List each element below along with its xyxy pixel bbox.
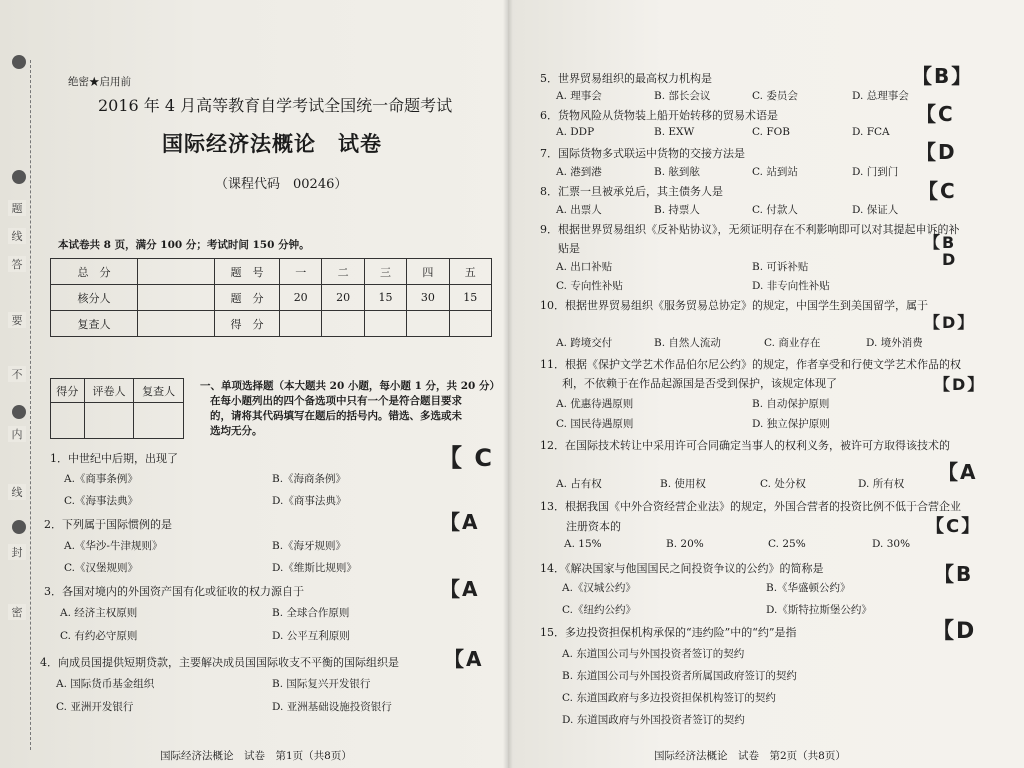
option-a: A. DDP <box>556 126 595 138</box>
handwritten-answer: 【B <box>924 233 957 252</box>
option-c: C. 国民待遇原则 <box>556 418 634 430</box>
binding-hole <box>12 170 26 184</box>
binding-label: 线 <box>8 228 26 244</box>
question-3: 3．各国对境内的外国资产国有化或征收的权力源自于 <box>44 585 304 598</box>
option-c: C. 专向性补贴 <box>556 280 623 292</box>
option-a: A. 优惠待遇原则 <box>556 398 634 410</box>
option-d: D. 30% <box>872 538 911 550</box>
question-8: 8．汇票一旦被承兑后，其主债务人是 <box>540 185 723 198</box>
option-a: A. 国际货币基金组织 <box>56 678 155 690</box>
binding-label: 线 <box>8 484 26 500</box>
score-cell: 15 <box>449 285 491 311</box>
option-c: C. 付款人 <box>752 204 798 216</box>
section-instruction: 选均无分。 <box>210 425 263 437</box>
binding-label: 答 <box>8 256 26 272</box>
option-b: B. 舷到舷 <box>654 166 700 178</box>
option-d: D. 独立保护原则 <box>752 418 830 430</box>
section-instruction: 的，请将其代码填写在题后的括号内。错选、多选或未 <box>210 410 462 422</box>
question-9: 9．根据世界贸易组织《反补贴协议》，无须证明存在不利影响即可以对其提起申诉的补 <box>540 223 960 236</box>
option-b: B.《华盛顿公约》 <box>766 582 851 594</box>
page-fold <box>503 0 513 768</box>
option-a: A. 东道国公司与外国投资者签订的契约 <box>562 648 745 660</box>
option-a: A.《华沙-牛津规则》 <box>64 540 163 552</box>
score-cell <box>407 311 449 337</box>
handwritten-answer: 【A <box>440 510 480 534</box>
binding-label: 内 <box>8 426 26 442</box>
option-b: B. 自然人流动 <box>654 337 721 349</box>
option-d: D. 东道国政府与外国投资者签订的契约 <box>562 714 745 726</box>
exam-intro: 本试卷共 8 页，满分 100 分；考试时间 150 分钟。 <box>58 239 310 251</box>
option-d: D. 保证人 <box>852 204 899 216</box>
option-b: B. 20% <box>666 538 704 550</box>
handwritten-answer: 【C <box>916 102 955 126</box>
option-a: A. 出票人 <box>556 204 602 216</box>
option-b: B.《海商条例》 <box>272 473 347 485</box>
option-b: B. 国际复兴开发银行 <box>272 678 371 690</box>
handwritten-answer: 【C <box>918 179 957 203</box>
option-b: B.《海牙规则》 <box>272 540 347 552</box>
grader-table <box>50 378 184 439</box>
section-instruction: 在每小题列出的四个备选项中只有一个是符合题目要求 <box>210 395 462 407</box>
option-c: C. 25% <box>768 538 806 550</box>
handwritten-answer: 【C】 <box>926 516 982 537</box>
binding-label: 不 <box>8 366 26 382</box>
option-d: D.《维斯比规则》 <box>272 562 357 574</box>
option-c: C. 委员会 <box>752 90 798 102</box>
page-footer: 国际经济法概论 试卷 第2页（共8页） <box>654 750 846 762</box>
handwritten-answer: 【D】 <box>934 375 986 394</box>
option-c: C. 商业存在 <box>764 337 821 349</box>
handwritten-answer: 【D <box>932 619 977 644</box>
option-a: A. 15% <box>564 538 602 550</box>
question-11-cont: 利，不依赖于在作品起源国是否受到保护，该规定体现了 <box>562 377 837 390</box>
score-cell: 三 <box>364 259 406 285</box>
binding-hole <box>12 520 26 534</box>
page-footer: 国际经济法概论 试卷 第1页（共8页） <box>160 750 352 762</box>
handwritten-answer: 【B】 <box>912 64 974 88</box>
score-cell: 20 <box>280 285 322 311</box>
option-a: A. 理事会 <box>556 90 602 102</box>
question-5: 5．世界贸易组织的最高权力机构是 <box>540 72 712 85</box>
score-cell: 核分人 <box>51 285 138 311</box>
option-b: B. 东道国公司与外国投资者所属国政府签订的契约 <box>562 670 797 682</box>
option-b: B. 持票人 <box>654 204 700 216</box>
score-cell: 题 分 <box>215 285 280 311</box>
binding-label: 封 <box>8 544 26 560</box>
score-cell: 二 <box>322 259 364 285</box>
option-b: B. 使用权 <box>660 478 706 490</box>
score-cell <box>138 285 215 311</box>
binding-label: 要 <box>8 312 26 328</box>
paper-title: 国际经济法概论 试卷 <box>162 131 382 156</box>
option-d: D. 亚洲基础设施投资银行 <box>272 701 392 713</box>
option-a: A.《商事条例》 <box>64 473 138 485</box>
binding-hole <box>12 405 26 419</box>
score-table <box>50 258 492 337</box>
score-cell: 四 <box>407 259 449 285</box>
section-heading: 一、单项选择题（本大题共 20 小题，每小题 1 分，共 20 分） <box>200 380 500 392</box>
option-d: D. 总理事会 <box>852 90 909 102</box>
option-d: D. 非专向性补贴 <box>752 280 830 292</box>
question-11: 11．根据《保护文学艺术作品伯尔尼公约》的规定，作者享受和行使文学艺术作品的权 <box>540 358 961 371</box>
option-c: C. 有约必守原则 <box>60 630 138 642</box>
binding-label: 题 <box>8 200 26 216</box>
option-b: B. 自动保护原则 <box>752 398 830 410</box>
handwritten-answer: 【A <box>444 647 484 671</box>
handwritten-answer: 【D】 <box>924 313 976 332</box>
binding-hole <box>12 55 26 69</box>
option-a: A. 港到港 <box>556 166 602 178</box>
handwritten-answer-extra: D <box>942 250 958 269</box>
option-a: A. 出口补贴 <box>556 261 613 273</box>
option-a: A. 经济主权原则 <box>60 607 138 619</box>
option-d: D. 公平互利原则 <box>272 630 350 642</box>
score-cell: 15 <box>364 285 406 311</box>
question-13-cont: 注册资本的 <box>566 520 621 533</box>
question-4: 4．向成员国提供短期贷款，主要解决成员国国际收支不平衡的国际组织是 <box>40 656 399 669</box>
binding-label: 密 <box>8 604 26 620</box>
question-7: 7．国际货物多式联运中货物的交接方法是 <box>540 147 745 160</box>
option-c: C. FOB <box>752 126 790 138</box>
grader-cell: 得分 <box>51 379 85 403</box>
option-c: C. 处分权 <box>760 478 806 490</box>
exam-heading: 2016 年 4 月高等教育自学考试全国统一命题考试 <box>98 96 453 115</box>
handwritten-answer: 【A <box>938 460 978 484</box>
question-1: 1．中世纪中后期，出现了 <box>50 452 178 465</box>
option-c: C. 站到站 <box>752 166 798 178</box>
grader-cell: 复查人 <box>134 379 184 403</box>
score-cell <box>138 311 215 337</box>
score-cell: 总 分 <box>51 259 138 285</box>
option-d: D. 门到门 <box>852 166 899 178</box>
score-cell: 题 号 <box>215 259 280 285</box>
option-c: C. 东道国政府与多边投资担保机构签订的契约 <box>562 692 776 704</box>
handwritten-answer: 【A <box>440 577 480 601</box>
score-cell: 30 <box>407 285 449 311</box>
option-a: A.《汉城公约》 <box>562 582 636 594</box>
option-a: A. 跨境交付 <box>556 337 613 349</box>
option-c: C.《海事法典》 <box>64 495 138 507</box>
option-b: B. EXW <box>654 126 695 138</box>
option-b: B. 可诉补贴 <box>752 261 809 273</box>
score-cell <box>449 311 491 337</box>
grader-cell: 评卷人 <box>84 379 134 403</box>
course-code: （课程代码 00246） <box>215 177 348 192</box>
score-cell: 20 <box>322 285 364 311</box>
score-cell <box>280 311 322 337</box>
question-10: 10．根据世界贸易组织《服务贸易总协定》的规定，中国学生到美国留学，属于 <box>540 299 928 312</box>
option-d: D.《商事法典》 <box>272 495 347 507</box>
secret-mark: 绝密★启用前 <box>68 76 131 88</box>
question-14: 14．《解决国家与他国国民之间投资争议的公约》的简称是 <box>540 562 824 575</box>
option-d: D. 所有权 <box>858 478 905 490</box>
score-cell <box>364 311 406 337</box>
question-15: 15．多边投资担保机构承保的“违约险”中的“约”是指 <box>540 626 797 639</box>
option-d: D. FCA <box>852 126 890 138</box>
option-a: A. 占有权 <box>556 478 602 490</box>
option-c: C.《纽约公约》 <box>562 604 636 616</box>
score-cell <box>322 311 364 337</box>
score-cell: 复查人 <box>51 311 138 337</box>
option-c: C. 亚洲开发银行 <box>56 701 134 713</box>
score-cell <box>138 259 215 285</box>
handwritten-answer: 【D <box>916 140 957 164</box>
option-b: B. 全球合作原则 <box>272 607 350 619</box>
handwritten-answer: 【B <box>934 562 974 586</box>
question-9-cont: 贴是 <box>558 242 580 255</box>
binding-line <box>30 60 31 750</box>
option-d: D. 境外消费 <box>866 337 923 349</box>
score-cell: 五 <box>449 259 491 285</box>
option-d: D.《斯特拉斯堡公约》 <box>766 604 872 616</box>
question-12: 12．在国际技术转让中采用许可合同确定当事人的权利义务，被许可方取得该技术的 <box>540 439 950 452</box>
score-cell: 一 <box>280 259 322 285</box>
score-cell: 得 分 <box>215 311 280 337</box>
question-6: 6．货物风险从货物装上船开始转移的贸易术语是 <box>540 109 778 122</box>
question-2: 2．下列属于国际惯例的是 <box>44 518 172 531</box>
handwritten-answer: 【 C <box>438 444 494 472</box>
option-b: B. 部长会议 <box>654 90 711 102</box>
option-c: C.《汉堡规则》 <box>64 562 138 574</box>
question-13: 13．根据我国《中外合资经营企业法》的规定，外国合营者的投资比例不低于合营企业 <box>540 500 961 513</box>
